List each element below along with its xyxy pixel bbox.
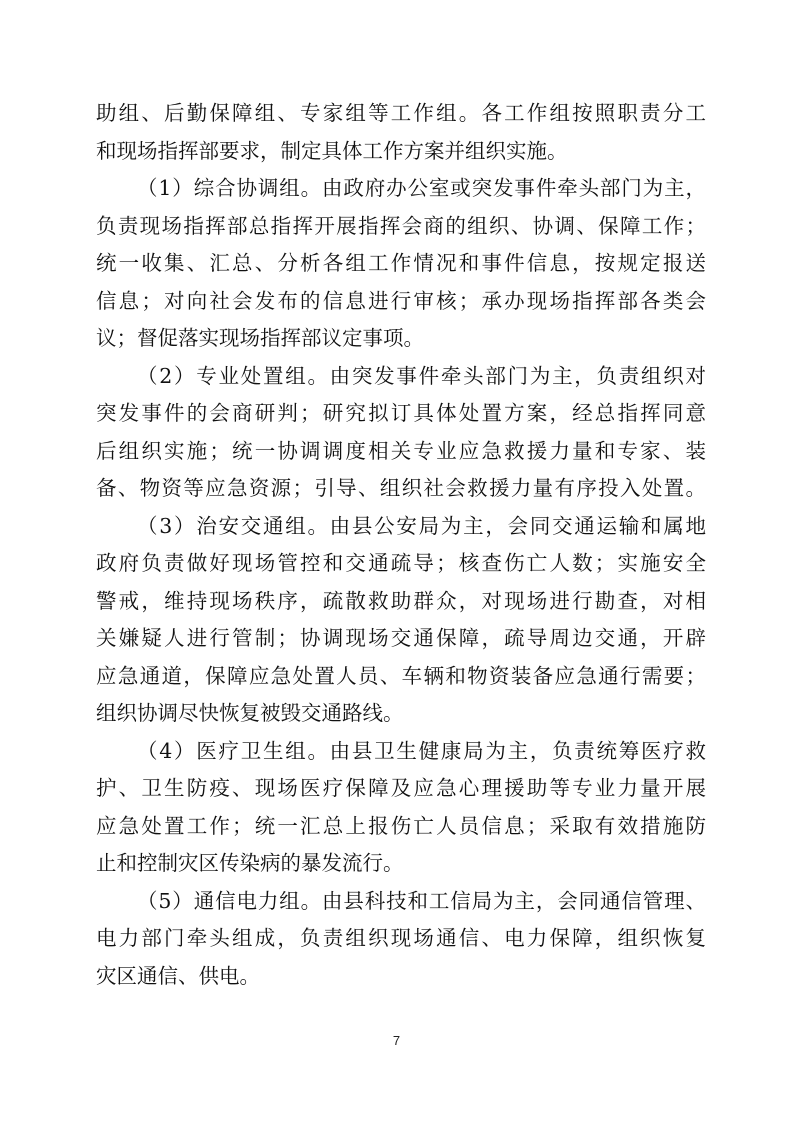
- paragraph-line: 后组织实施；统一协调调度相关专业应急救援力量和专家、装: [96, 438, 706, 463]
- paragraph-line: 信息；对向社会发布的信息进行审核；承办现场指挥部各类会: [96, 288, 706, 313]
- paragraph-line: 统一收集、汇总、分析各组工作情况和事件信息，按规定报送: [96, 251, 706, 275]
- paragraph-line: 政府负责做好现场管控和交通疏导；核查伤亡人数；实施安全: [96, 551, 706, 575]
- paragraph-line: 应急处置工作；统一汇总上报伤亡人员信息；采取有效措施防: [96, 813, 706, 838]
- paragraph-line: （4）医疗卫生组。由县卫生健康局为主，负责统筹医疗救: [137, 738, 706, 763]
- paragraph-line: （5）通信电力组。由县科技和工信局为主，会同通信管理、: [137, 888, 706, 913]
- paragraph-line: 和现场指挥部要求，制定具体工作方案并组织实施。: [96, 138, 568, 163]
- paragraph-line: 止和控制灾区传染病的暴发流行。: [96, 851, 404, 875]
- paragraph-line: 灾区通信、供电。: [96, 963, 260, 988]
- paragraph-line: 关嫌疑人进行管制；协调现场交通保障，疏导周边交通，开辟: [96, 626, 706, 650]
- paragraph-line: （3）治安交通组。由县公安局为主，会同交通运输和属地: [137, 513, 706, 538]
- paragraph-line: 电力部门牵头组成，负责组织现场通信、电力保障，组织恢复: [96, 926, 706, 950]
- paragraph-line: 应急通道，保障应急处置人员、车辆和物资装备应急通行需要；: [96, 663, 706, 688]
- paragraph-line: 备、物资等应急资源；引导、组织社会救援力量有序投入处置。: [96, 476, 706, 500]
- paragraph-line: （2）专业处置组。由突发事件牵头部门为主，负责组织对: [137, 363, 706, 388]
- paragraph-line: 组织协调尽快恢复被毁交通路线。: [96, 701, 404, 725]
- paragraph-line: 警戒，维持现场秩序，疏散救助群众，对现场进行勘查，对相: [96, 588, 706, 613]
- paragraph-line: 护、卫生防疫、现场医疗保障及应急心理援助等专业力量开展: [96, 776, 706, 800]
- paragraph-line: （1）综合协调组。由政府办公室或突发事件牵头部门为主，: [137, 176, 706, 200]
- page-number: 7: [392, 1033, 401, 1048]
- paragraph-line: 突发事件的会商研判；研究拟订具体处置方案，经总指挥同意: [96, 401, 706, 425]
- paragraph-line: 助组、后勤保障组、专家组等工作组。各工作组按照职责分工: [96, 101, 706, 125]
- paragraph-line: 议；督促落实现场指挥部议定事项。: [96, 326, 424, 350]
- paragraph-line: 负责现场指挥部总指挥开展指挥会商的组织、协调、保障工作；: [96, 213, 706, 238]
